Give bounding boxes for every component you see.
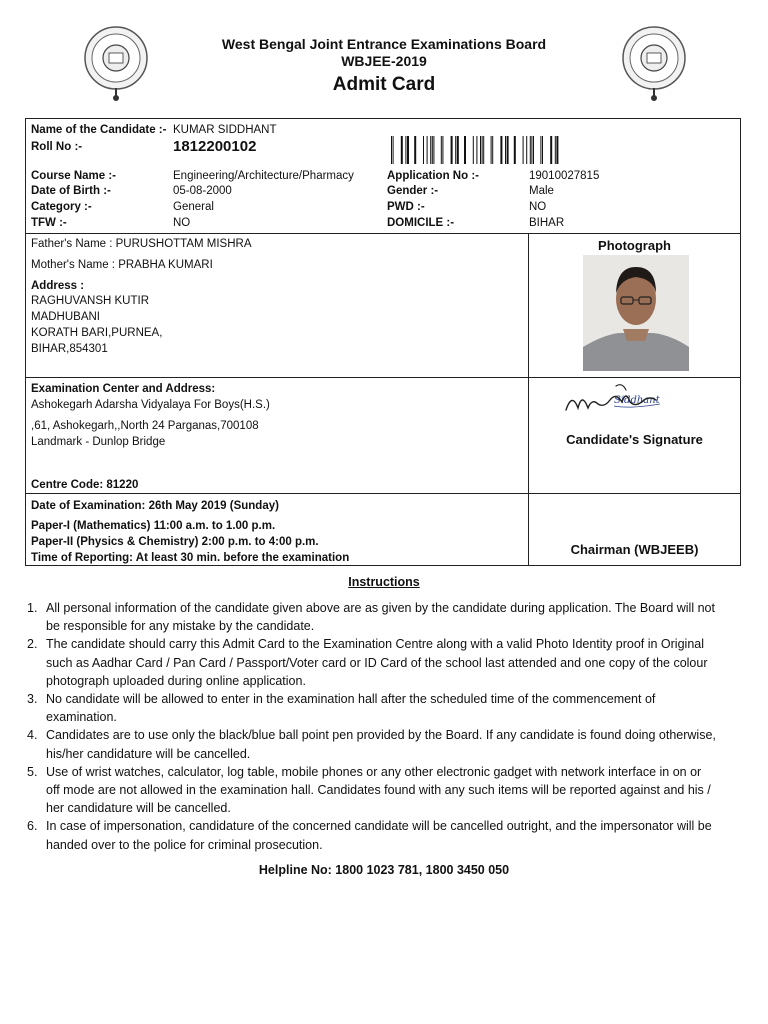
candidate-signature-text: Siddhant <box>614 395 660 406</box>
instruction-item <box>27 726 743 762</box>
instruction-line: such as Aadhar Card / Pan Card / Passport/Voter card or ID Card of the school last attended and one copy of the colour <box>46 655 708 670</box>
barcode-bar <box>464 136 466 164</box>
roll-barcode <box>391 136 565 164</box>
exam-center-landmark: Landmark - Dunlop Bridge <box>31 436 166 448</box>
instruction-line: off mode are not allowed in the examination hall. Candidates found with any such items will be reported against and his / <box>46 783 711 798</box>
barcode-bar <box>483 136 484 164</box>
barcode-bar <box>505 136 506 164</box>
instruction-number: 4. <box>27 728 38 743</box>
barcode-bar <box>457 136 459 164</box>
instruction-line: examination. <box>46 710 117 725</box>
instruction-item <box>27 599 743 635</box>
father-name: Father's Name : PURUSHOTTAM MISHRA <box>31 238 252 250</box>
exam-center-name: Ashokegarh Adarsha Vidyalaya For Boys(H.S.) <box>31 399 270 411</box>
domicile-label: DOMICILE :- <box>387 217 455 229</box>
address-line: KORATH BARI,PURNEA, <box>31 327 163 339</box>
barcode-bar <box>432 136 433 164</box>
document-header <box>0 36 768 98</box>
address-line: BIHAR,854301 <box>31 343 108 355</box>
address-line: MADHUBANI <box>31 311 101 323</box>
barcode-bar <box>476 136 477 164</box>
page-title: Admit Card <box>332 74 436 95</box>
barcode-bar <box>507 136 509 164</box>
barcode-bar <box>530 136 531 164</box>
instructions-title: Instructions <box>348 575 420 589</box>
instruction-number: 5. <box>27 764 38 779</box>
barcode-bar <box>405 136 406 164</box>
candidate-name: KUMAR SIDDHANT <box>173 124 277 136</box>
barcode-bar <box>540 136 541 164</box>
barcode-bar <box>550 136 552 164</box>
instruction-item <box>27 817 743 853</box>
instruction-number: 1. <box>27 601 38 615</box>
instruction-line: Use of wrist watches, calculator, log table, mobile phones or any other electronic gadget with network interface in on or <box>46 764 702 779</box>
category-label: Category :- <box>31 201 92 213</box>
barcode-bar <box>451 136 453 164</box>
exam-name: WBJEE-2019 <box>341 53 427 69</box>
signature-label: Candidate's Signature <box>566 432 703 447</box>
helpline: Helpline No: 1800 1023 781, 1800 3450 050 <box>258 863 510 877</box>
category-value: General <box>173 201 214 213</box>
candidate-photo <box>583 255 689 371</box>
barcode-bar <box>531 136 532 164</box>
instruction-line: handed over to the police for criminal prosecution. <box>46 837 323 852</box>
instruction-item <box>27 635 743 690</box>
barcode-bar <box>523 136 524 164</box>
instruction-item <box>27 690 743 726</box>
barcode-bar <box>526 136 527 164</box>
divider <box>26 233 740 234</box>
admit-card-table <box>25 118 741 566</box>
barcode-bar <box>492 136 493 164</box>
barcode-bar <box>556 136 558 164</box>
paper-1-time: Paper-I (Mathematics) 11:00 a.m. to 1.00 p.m. <box>31 520 276 532</box>
instruction-line: his/her candidature will be cancelled. <box>46 746 251 761</box>
exam-center-address: ,61, Ashokegarh,,North 24 Parganas,700108 <box>31 420 259 432</box>
barcode-bar <box>442 136 443 164</box>
centre-code: Centre Code: 81220 <box>31 479 139 491</box>
tfw-value: NO <box>173 217 191 229</box>
barcode-bar <box>391 136 392 164</box>
barcode-bar <box>433 136 434 164</box>
address-label: Address : <box>31 280 85 292</box>
pwd-value: NO <box>529 201 547 213</box>
gender-value: Male <box>529 185 554 197</box>
mother-name: Mother's Name : PRABHA KUMARI <box>31 259 213 271</box>
barcode-bar <box>473 136 474 164</box>
instruction-line: her candidature will be cancelled. <box>46 801 231 816</box>
barcode-bar <box>555 136 556 164</box>
barcode-bar <box>480 136 481 164</box>
column-divider <box>528 233 529 566</box>
domicile-value: BIHAR <box>529 217 565 229</box>
instruction-number: 6. <box>27 819 38 834</box>
address-line: RAGHUVANSH KUTIR <box>31 295 149 307</box>
application-label: Application No :- <box>387 170 479 182</box>
chairman-signature-image <box>560 378 664 418</box>
tfw-label: TFW :- <box>31 217 67 229</box>
gender-label: Gender :- <box>387 185 439 197</box>
instruction-number: 3. <box>27 692 38 707</box>
barcode-bar <box>542 136 543 164</box>
barcode-bar <box>430 136 431 164</box>
reporting-time: Time of Reporting: At least 30 min. before the examination <box>31 552 350 564</box>
instruction-line: The candidate should carry this Admit Card to the Examination Centre along with a valid Photo Identity proof in Original <box>46 637 704 652</box>
pwd-label: PWD :- <box>387 201 425 213</box>
barcode-bar <box>414 136 416 164</box>
instruction-line: In case of impersonation, candidature of the concerned candidate will be cancelled outright, and the impersonator will be <box>46 819 712 834</box>
barcode-bar <box>514 136 516 164</box>
name-label: Name of the Candidate :- <box>31 124 167 136</box>
instruction-item <box>27 763 743 818</box>
instruction-line: be responsible for any mistake by the candidate. <box>46 619 315 634</box>
dob-label: Date of Birth :- <box>31 185 111 197</box>
roll-number: 1812200102 <box>173 138 257 155</box>
paper-2-time: Paper-II (Physics & Chemistry) 2:00 p.m. to 4:00 p.m. <box>31 536 319 548</box>
barcode-bar <box>407 136 409 164</box>
roll-label: Roll No :- <box>31 141 83 153</box>
barcode-bar <box>423 136 424 164</box>
instruction-line: All personal information of the candidate given above are as given by the candidate during application. The Board will not <box>46 601 715 615</box>
barcode-bar <box>533 136 534 164</box>
instructions-list <box>27 599 743 854</box>
course-label: Course Name :- <box>31 170 116 182</box>
chairman-label: Chairman (WBJEEB) <box>570 542 699 557</box>
instruction-line: Candidates are to use only the black/blue ball point pen provided by the Board. If any candidate is found doing otherwise, <box>46 728 716 743</box>
instruction-line: photograph uploaded during online application. <box>46 673 306 688</box>
exam-center-heading: Examination Center and Address: <box>31 383 216 395</box>
barcode-bar <box>393 136 394 164</box>
course-value: Engineering/Architecture/Pharmacy <box>173 170 354 182</box>
barcode-bar <box>427 136 428 164</box>
divider <box>26 493 740 494</box>
barcode-bar <box>401 136 403 164</box>
board-name: West Bengal Joint Entrance Examinations Board <box>221 36 547 52</box>
barcode-bar <box>441 136 442 164</box>
application-number: 19010027815 <box>529 170 600 182</box>
exam-date: Date of Examination: 26th May 2019 (Sunday) <box>31 500 279 512</box>
dob-value: 05-08-2000 <box>173 185 232 197</box>
barcode-bar <box>491 136 492 164</box>
barcode-bar <box>500 136 502 164</box>
instruction-line: No candidate will be allowed to enter in the examination hall after the scheduled time of the commencement of <box>46 692 656 707</box>
barcode-bar <box>455 136 456 164</box>
instruction-number: 2. <box>27 637 38 652</box>
barcode-bar <box>482 136 483 164</box>
photograph-label: Photograph <box>598 238 671 253</box>
